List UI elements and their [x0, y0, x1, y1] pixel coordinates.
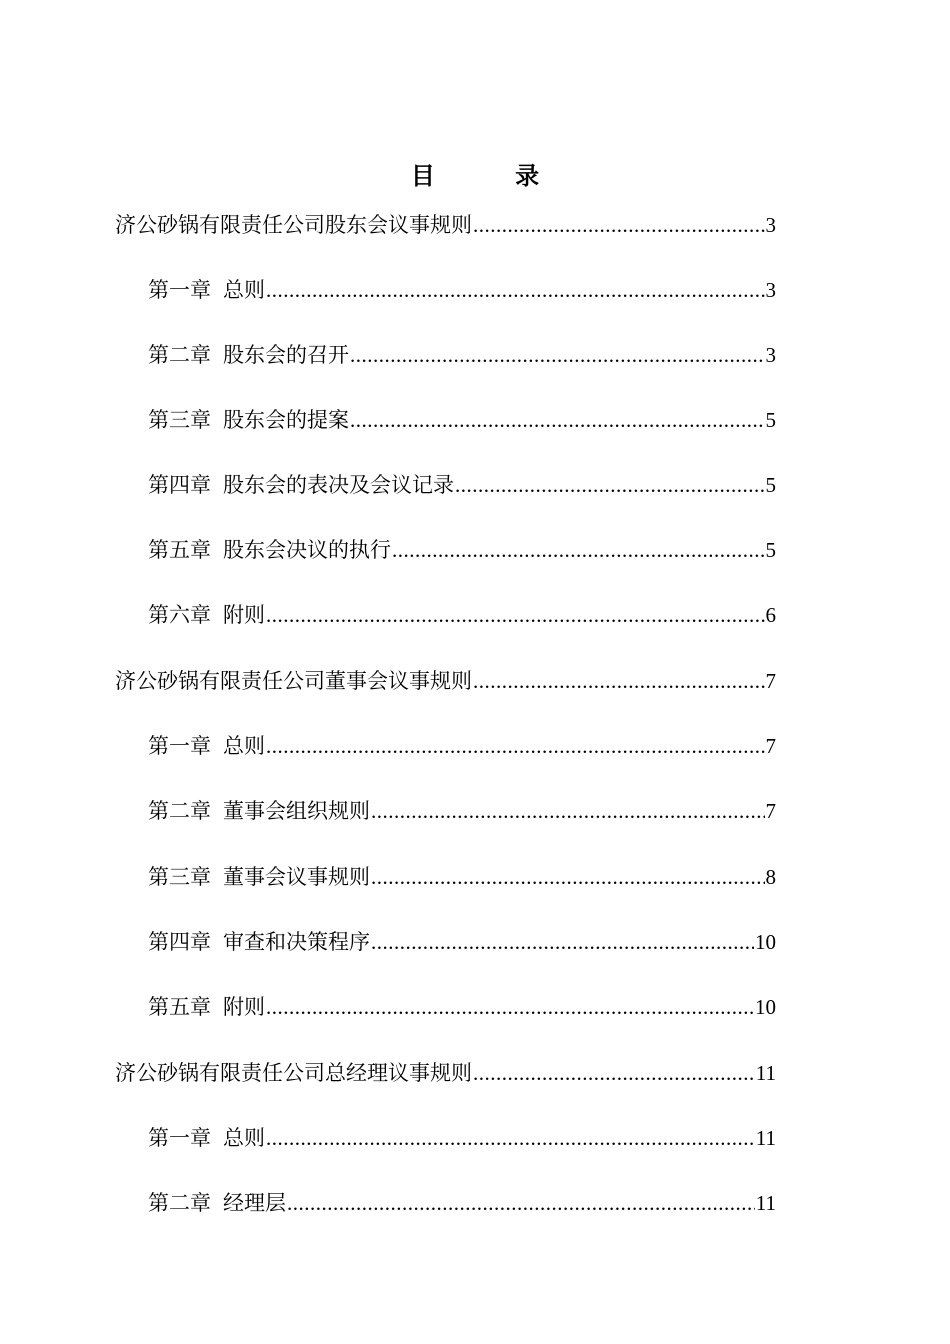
toc-entry-text: 济公砂锅有限责任公司董事会议事规则	[115, 669, 472, 693]
toc-chapter-number: 第三章	[148, 865, 211, 889]
toc-leader-dots	[266, 731, 765, 761]
toc-title: 目 录	[410, 162, 576, 190]
toc-entry[interactable]	[148, 535, 776, 565]
toc-leader-dots	[266, 992, 754, 1022]
toc-entry[interactable]	[148, 862, 776, 892]
toc-chapter-number: 第一章	[148, 278, 211, 302]
toc-chapter-number: 第四章	[148, 930, 211, 954]
toc-entry[interactable]	[115, 1058, 776, 1088]
toc-entry-text: 经理层	[223, 1191, 286, 1215]
toc-leader-dots	[455, 470, 765, 500]
toc-page-number: 11	[755, 1061, 776, 1085]
toc-page-number: 7	[765, 669, 776, 693]
toc-entry[interactable]	[148, 600, 776, 630]
toc-entry[interactable]	[115, 666, 776, 696]
toc-leader-dots	[350, 405, 765, 435]
toc-entry[interactable]	[148, 796, 776, 826]
toc-entry[interactable]	[148, 340, 776, 370]
toc-leader-dots	[266, 600, 765, 630]
toc-entry-text: 济公砂锅有限责任公司总经理议事规则	[115, 1061, 472, 1085]
toc-leader-dots	[371, 927, 754, 957]
toc-leader-dots	[473, 1058, 755, 1088]
toc-entry-text: 董事会议事规则	[223, 865, 370, 889]
toc-leader-dots	[371, 796, 765, 826]
toc-page-number: 11	[755, 1191, 776, 1215]
toc-entry-text: 总则	[223, 278, 265, 302]
toc-page-number: 5	[765, 473, 776, 497]
toc-entry[interactable]	[148, 731, 776, 761]
toc-leader-dots	[392, 535, 765, 565]
toc-entry-text: 股东会的召开	[223, 343, 349, 367]
toc-entry-text: 总则	[223, 734, 265, 758]
toc-entry-text: 济公砂锅有限责任公司股东会议事规则	[115, 213, 472, 237]
toc-page-number: 7	[765, 799, 776, 823]
toc-entry[interactable]	[148, 1188, 776, 1218]
toc-page-number: 5	[765, 538, 776, 562]
toc-page-number: 7	[765, 734, 776, 758]
toc-entry-text: 股东会的提案	[223, 408, 349, 432]
toc-page-number: 11	[755, 1126, 776, 1150]
toc-chapter-number: 第二章	[148, 343, 211, 367]
toc-chapter-number: 第六章	[148, 603, 211, 627]
toc-entry[interactable]	[148, 405, 776, 435]
toc-leader-dots	[287, 1188, 755, 1218]
toc-leader-dots	[350, 340, 765, 370]
toc-entry-text: 董事会组织规则	[223, 799, 370, 823]
toc-page-number: 8	[765, 865, 776, 889]
toc-page-number: 3	[765, 278, 776, 302]
toc-chapter-number: 第五章	[148, 995, 211, 1019]
toc-entry[interactable]	[148, 275, 776, 305]
toc-chapter-number: 第二章	[148, 799, 211, 823]
toc-entry[interactable]	[148, 470, 776, 500]
toc-leader-dots	[473, 666, 765, 696]
toc-page-number: 10	[755, 930, 776, 954]
toc-chapter-number: 第二章	[148, 1191, 211, 1215]
toc-chapter-number: 第一章	[148, 1126, 211, 1150]
toc-page-number: 3	[765, 343, 776, 367]
toc-page-number: 5	[765, 408, 776, 432]
toc-page-number: 6	[765, 603, 776, 627]
toc-entry-text: 总则	[223, 1126, 265, 1150]
toc-entry[interactable]	[148, 992, 776, 1022]
toc-entry[interactable]	[115, 210, 776, 240]
toc-entry[interactable]	[148, 927, 776, 957]
toc-entry-text: 附则	[223, 603, 265, 627]
toc-chapter-number: 第三章	[148, 408, 211, 432]
toc-page-number: 10	[755, 995, 776, 1019]
toc-entry[interactable]	[148, 1123, 776, 1153]
toc-page-number: 3	[765, 213, 776, 237]
toc-leader-dots	[266, 1123, 755, 1153]
toc-entry-text: 附则	[223, 995, 265, 1019]
toc-chapter-number: 第五章	[148, 538, 211, 562]
toc-leader-dots	[266, 275, 765, 305]
toc-chapter-number: 第四章	[148, 473, 211, 497]
toc-chapter-number: 第一章	[148, 734, 211, 758]
toc-entry-text: 股东会的表决及会议记录	[223, 473, 454, 497]
toc-entry-text: 股东会决议的执行	[223, 538, 391, 562]
toc-leader-dots	[473, 210, 765, 240]
toc-leader-dots	[371, 862, 765, 892]
toc-entry-text: 审查和决策程序	[223, 930, 370, 954]
